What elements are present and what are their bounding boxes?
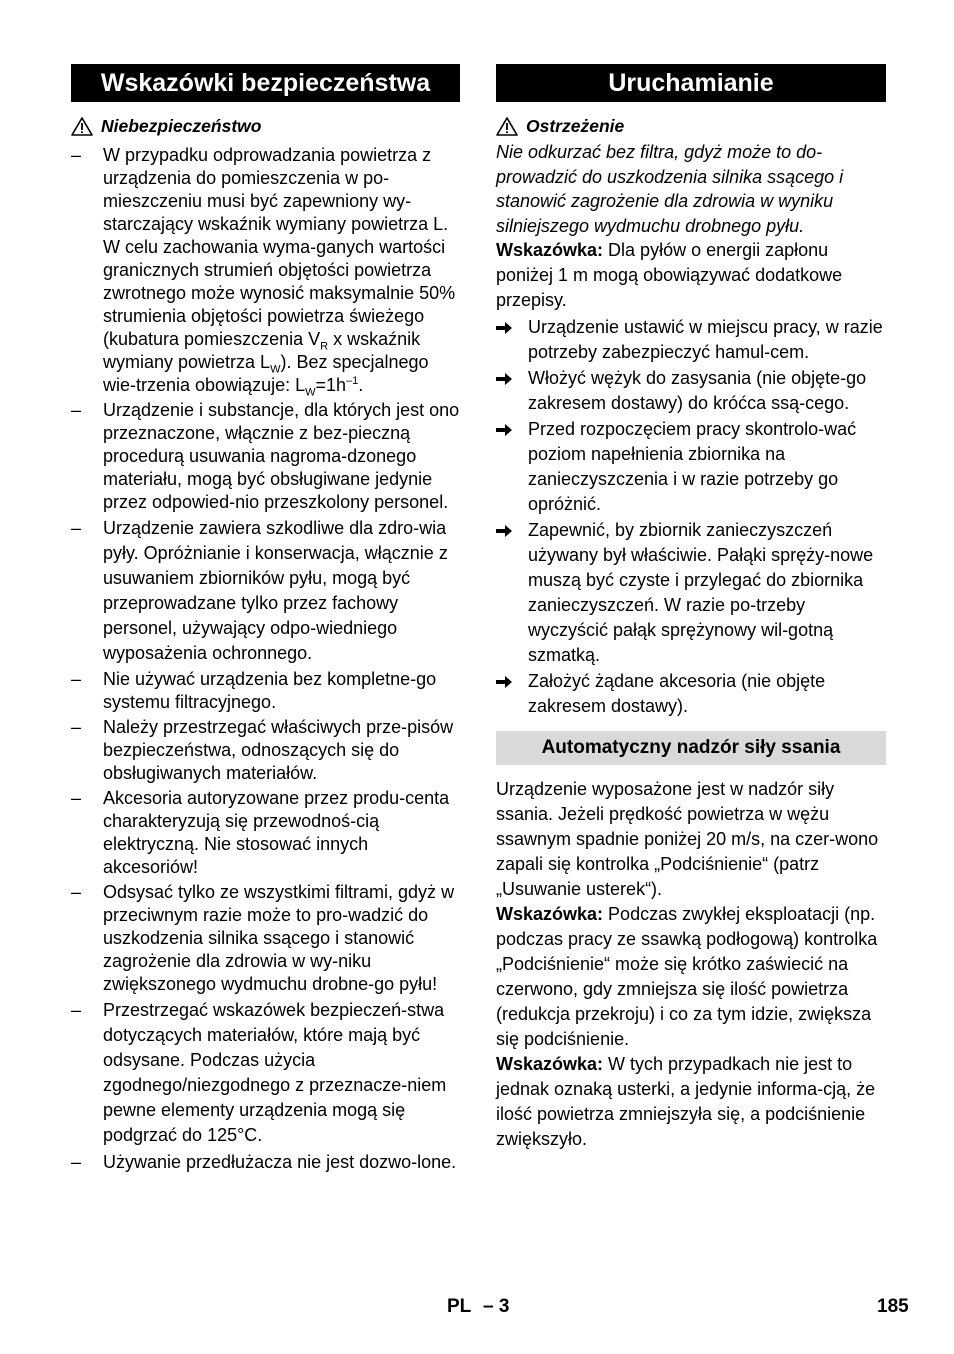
- section-title-safety: Wskazówki bezpieczeństwa: [71, 64, 460, 102]
- dash-marker: –: [71, 1000, 82, 1020]
- warning-heading: [496, 114, 886, 138]
- warning-label: Ostrzeżenie: [526, 116, 625, 136]
- startup-steps: [496, 315, 886, 719]
- footer-language: PL: [447, 1296, 472, 1317]
- dash-marker: –: [71, 1152, 82, 1172]
- dash-marker: –: [71, 882, 82, 902]
- list-item: Urządzenie ustawić w miejscu pracy, w razie potrzeby zabezpieczyć hamul-cem.: [496, 315, 886, 365]
- list-item: – Należy przestrzegać właściwych prze-pisów bezpieczeństwa, odnoszących się do obsługiwanych materiałów.: [71, 717, 454, 783]
- body-paragraph: Urządzenie wyposażone jest w nadzór siły ssania. Jeżeli prędkość powietrza w wężu ssawnym spadnie poniżej 20 m/s, na czer-wono zapali się kontrolka „Podciśnienie“ (patrz „Usuwanie usterek“).: [496, 779, 879, 899]
- list-item: – Odsysać tylko ze wszystkimi filtrami, gdyż w przeciwnym razie może to pro-wadzić do uszkodzenia silnika ssącego i stanowić zagrożenie dla zdrowia w wy-niku zwiększonego wydmuchu drobne-go pyłu!: [71, 882, 455, 994]
- dash-marker: –: [71, 717, 82, 737]
- right-column: [496, 64, 886, 1152]
- warning-triangle-icon: [496, 117, 518, 136]
- warning-text: Nie odkurzać bez filtra, gdyż może to do-prowadzić do uszkodzenia silnika ssącego i stanowić zagrożenie dla zdrowia w wyniku silniejszego wydmuchu drobnego pyłu.: [496, 142, 844, 236]
- list-item: – Urządzenie zawiera szkodliwe dla zdro-wia pyły. Opróżnianie i konserwacja, włącznie z usuwaniem zbiorników pyłu, mogą być przeprowadzane tylko przez fachowy personel, używający odpo-wiedniego wyposażenia ochronnego.: [71, 518, 448, 663]
- arrow-right-icon: [496, 524, 512, 538]
- arrow-right-icon: [496, 321, 512, 335]
- danger-label: Niebezpieczeństwo: [101, 116, 262, 136]
- list-item: – Przestrzegać wskazówek bezpieczeń-stwa dotyczących materiałów, które mają być odsysane. Podczas użycia zgodnego/niezgodnego z przeznacze-niem pewne elementy urządzenia mogą się podgrzać do 125°C.: [71, 1000, 447, 1145]
- note-paragraph: Wskazówka: Podczas zwykłej eksploatacji (np. podczas pracy ze ssawką podłogową) kontrolka „Podciśnienie“ może się krótko zaświecić na czerwono, gdy zmniejsza się ilość powietrza (redukcja przekroju) i co za tym idzie, zwiększa się podciśnienie.: [496, 904, 878, 1049]
- footer-page-number: 185: [877, 1296, 909, 1317]
- left-column: [71, 64, 460, 1177]
- dash-marker: –: [71, 518, 82, 538]
- warning-triangle-icon: [71, 117, 93, 136]
- section-title-startup: Uruchamianie: [496, 64, 886, 102]
- list-item: – Nie używać urządzenia bez kompletne-go systemu filtracyjnego.: [71, 669, 437, 712]
- list-item: – Używanie przedłużacza nie jest dozwo-lone.: [71, 1150, 460, 1175]
- note-label: Wskazówka:: [496, 1054, 604, 1074]
- list-item: – W przypadku odprowadzania powietrza z urządzenia do pomieszczenia w po-mieszczeniu musi być zapewniony wy-starczający wskaźnik wymiany powietrza L. W celu zachowania wyma-ganych wartości granicznych strumień objętości powietrza zwrotnego może wynosić maksymalnie 50% strumienia objętości powietrza świeżego (kubatura pomieszczenia $V_R$ x wskaźnik wymiany powietrza $L_W$). Bez specjalnego wie-trzenia obowiązuje: $L_W=1h^{-1}$.: [71, 145, 456, 399]
- list-item: Włożyć wężyk do zasysania (nie objęte-go zakresem dostawy) do króćca ssą-cego.: [496, 366, 886, 416]
- list-item: Założyć żądane akcesoria (nie objęte zakresem dostawy).: [496, 669, 886, 719]
- arrow-right-icon: [496, 675, 512, 689]
- arrow-right-icon: [496, 423, 512, 437]
- note-label: Wskazówka:: [496, 904, 604, 924]
- note-paragraph: Wskazówka: W tych przypadkach nie jest to jednak oznaką usterki, a jedynie informa-cją, że ilość powietrza zmniejszyła się, a podciśnienie zwiększyło.: [496, 1054, 876, 1149]
- dash-marker: –: [71, 788, 82, 808]
- dash-marker: –: [71, 669, 82, 689]
- list-item: – Urządzenie i substancje, dla których jest ono przeznaczone, włącznie z bez-pieczną procedurą usuwania nagroma-dzonego materiału, mogą być obsługiwane jedynie przez odpowied-nio przeszkolony personel.: [71, 400, 460, 512]
- note-paragraph: Wskazówka: Dla pyłów o energii zapłonu poniżej 1 m mogą obowiązywać dodatkowe przepisy.: [496, 240, 843, 310]
- list-item: Przed rozpoczęciem pracy skontrolo-wać poziom napełnienia zbiornika na zanieczyszczenia i w razie potrzeby go opróżnić.: [496, 417, 886, 517]
- safety-list: [71, 144, 460, 1175]
- note-label: Wskazówka:: [496, 240, 604, 260]
- list-item: – Akcesoria autoryzowane przez produ-centa charakteryzują się przewodnoś-cią elektryczną. Nie stosować innych akcesoriów!: [71, 788, 450, 877]
- footer-section-page: – 3: [483, 1296, 510, 1317]
- dash-marker: –: [71, 400, 82, 420]
- list-item: Zapewnić, by zbiornik zanieczyszczeń używany był właściwie. Pałąki spręży-nowe muszą być czyste i przylegać do zbiornika zanieczyszczeń. W razie po-trzeby wyczyścić pałąk sprężynowy wil-gotną szmatką.: [496, 518, 886, 668]
- arrow-right-icon: [496, 372, 512, 386]
- danger-heading: [71, 114, 460, 138]
- dash-marker: –: [71, 145, 82, 165]
- sub-heading-suction-monitor: Automatyczny nadzór siły ssania: [496, 731, 886, 765]
